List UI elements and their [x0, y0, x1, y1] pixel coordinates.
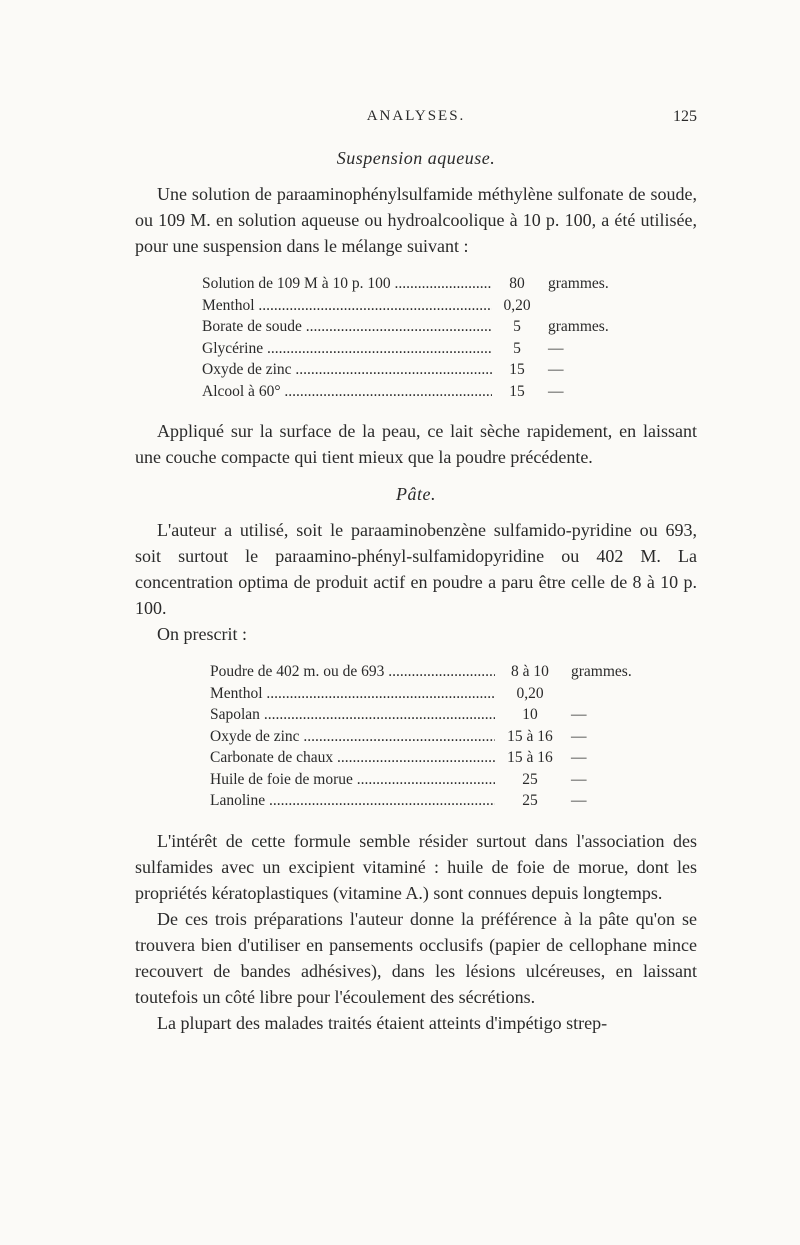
- ingredient-quantity: 15: [509, 361, 525, 378]
- recipe-row: [202, 359, 697, 381]
- ingredient-unit: —: [571, 792, 587, 809]
- recipe-row: [210, 661, 697, 683]
- ingredient-quantity: 25: [522, 792, 538, 809]
- preference-paragraph: De ces trois préparations l'auteur donne la préférence à la pâte qu'on se trouvera bien d'utiliser en pansements occlusifs (papier de cellophane mince recouvert de bandes adhésives), dans les lésions ulcéreuses, en laissant toutefois un côté libre pour l'écoulement des sécrétions.: [135, 908, 697, 1007]
- ingredient-quantity: 8 à 10: [511, 663, 549, 680]
- ingredient-unit: [542, 295, 548, 317]
- ingredient-name: Glycérine .....: [202, 338, 492, 360]
- recipe-row: [202, 295, 697, 317]
- recipe-row: [210, 726, 697, 748]
- running-head: [135, 108, 697, 134]
- ingredient-name: Oxyde de zinc .....: [202, 359, 492, 381]
- ingredient-name: Poudre de 402 m. ou de 693 .....: [210, 661, 495, 683]
- interest-paragraph: L'intérêt de cette formule semble résider surtout dans l'association des sulfamides avec un excipient vitaminé : huile de foie de morue, dont les propriétés kératoplastiques (vitamine A.) sont connues depuis longtemps.: [135, 830, 697, 903]
- ingredient-quantity: 25: [522, 770, 538, 788]
- ingredient-quantity: 15: [509, 382, 525, 400]
- ingredient-unit: [565, 683, 571, 705]
- ingredient-name: Carbonate de chaux .....: [210, 747, 495, 769]
- book-page: [135, 108, 697, 1036]
- recipe-row: [210, 683, 697, 705]
- ingredient-quantity: 80: [509, 275, 525, 292]
- recipe-row: [210, 747, 697, 769]
- recipe-row: [202, 316, 697, 338]
- ingredient-unit: —: [571, 770, 587, 788]
- pate-intro-paragraph: L'auteur a utilisé, soit le paraaminobenzène sulfamido-pyridine ou 693, soit surtout le paraamino-phényl-sulfamidopyridine ou 402 M. La concentration optima de produit actif en poudre a paru être celle de 8 à 10 p. 100.: [135, 520, 697, 618]
- ingredient-name: Menthol .....: [210, 683, 495, 705]
- ingredient-unit: —: [548, 361, 564, 378]
- ingredient-name: Borate de soude .....: [202, 316, 492, 338]
- ingredient-quantity: 0,20: [503, 296, 531, 314]
- ingredient-name: Oxyde de zinc .....: [210, 726, 495, 748]
- ingredient-quantity: 5: [513, 339, 521, 357]
- recipe-row: [210, 790, 697, 812]
- ingredient-name: Sapolan .....: [210, 704, 495, 726]
- recipe-row: [210, 769, 697, 791]
- recipe-row: [202, 381, 697, 403]
- section-title-suspension: Suspension aqueuse.: [336, 148, 496, 168]
- ingredient-unit: grammes.: [571, 663, 632, 680]
- ingredient-unit: —: [548, 339, 564, 357]
- ingredient-name: Lanoline .....: [210, 790, 495, 812]
- suspension-intro-paragraph: Une solution de paraaminophénylsulfamide méthylène sulfonate de soude, ou 109 M. en solution aqueuse ou hydroalcoolique à 10 p. 100, a été utilisée, pour une suspension dans le mélange suivant :: [135, 184, 697, 256]
- suspension-after-paragraph: Appliqué sur la surface de la peau, ce lait sèche rapidement, en laissant une couche compacte qui tient mieux que la poudre précédente.: [135, 421, 697, 467]
- ingredient-unit: —: [571, 749, 587, 766]
- ingredient-unit: —: [548, 382, 564, 400]
- section-title-pate: Pâte.: [396, 484, 436, 504]
- ingredient-quantity: 10: [522, 706, 538, 723]
- suspension-recipe: [202, 273, 697, 402]
- ingredient-name: Solution de 109 M à 10 p. 100 .....: [202, 273, 492, 295]
- ingredient-quantity: 15 à 16: [507, 727, 553, 745]
- page-number: 125: [673, 108, 697, 125]
- recipe-row: [210, 704, 697, 726]
- ingredient-name: Menthol .....: [202, 295, 492, 317]
- ingredient-name: Huile de foie de morue .....: [210, 769, 495, 791]
- running-head-title: ANALYSES.: [366, 108, 466, 124]
- prescribe-line: On prescrit :: [157, 624, 247, 644]
- ingredient-unit: —: [571, 706, 587, 723]
- ingredient-unit: grammes.: [548, 275, 609, 292]
- ingredient-quantity: 5: [513, 318, 521, 335]
- ingredient-unit: —: [571, 727, 587, 745]
- recipe-row: [202, 273, 697, 295]
- recipe-row: [202, 338, 697, 360]
- pate-recipe: [210, 661, 697, 812]
- ingredient-quantity: 15 à 16: [507, 749, 553, 766]
- ingredient-name: Alcool à 60° .....: [202, 381, 492, 403]
- ingredient-unit: grammes.: [548, 318, 609, 335]
- patients-paragraph: La plupart des malades traités étaient atteints d'impétigo strep-: [157, 1012, 608, 1033]
- ingredient-quantity: 0,20: [516, 684, 544, 702]
